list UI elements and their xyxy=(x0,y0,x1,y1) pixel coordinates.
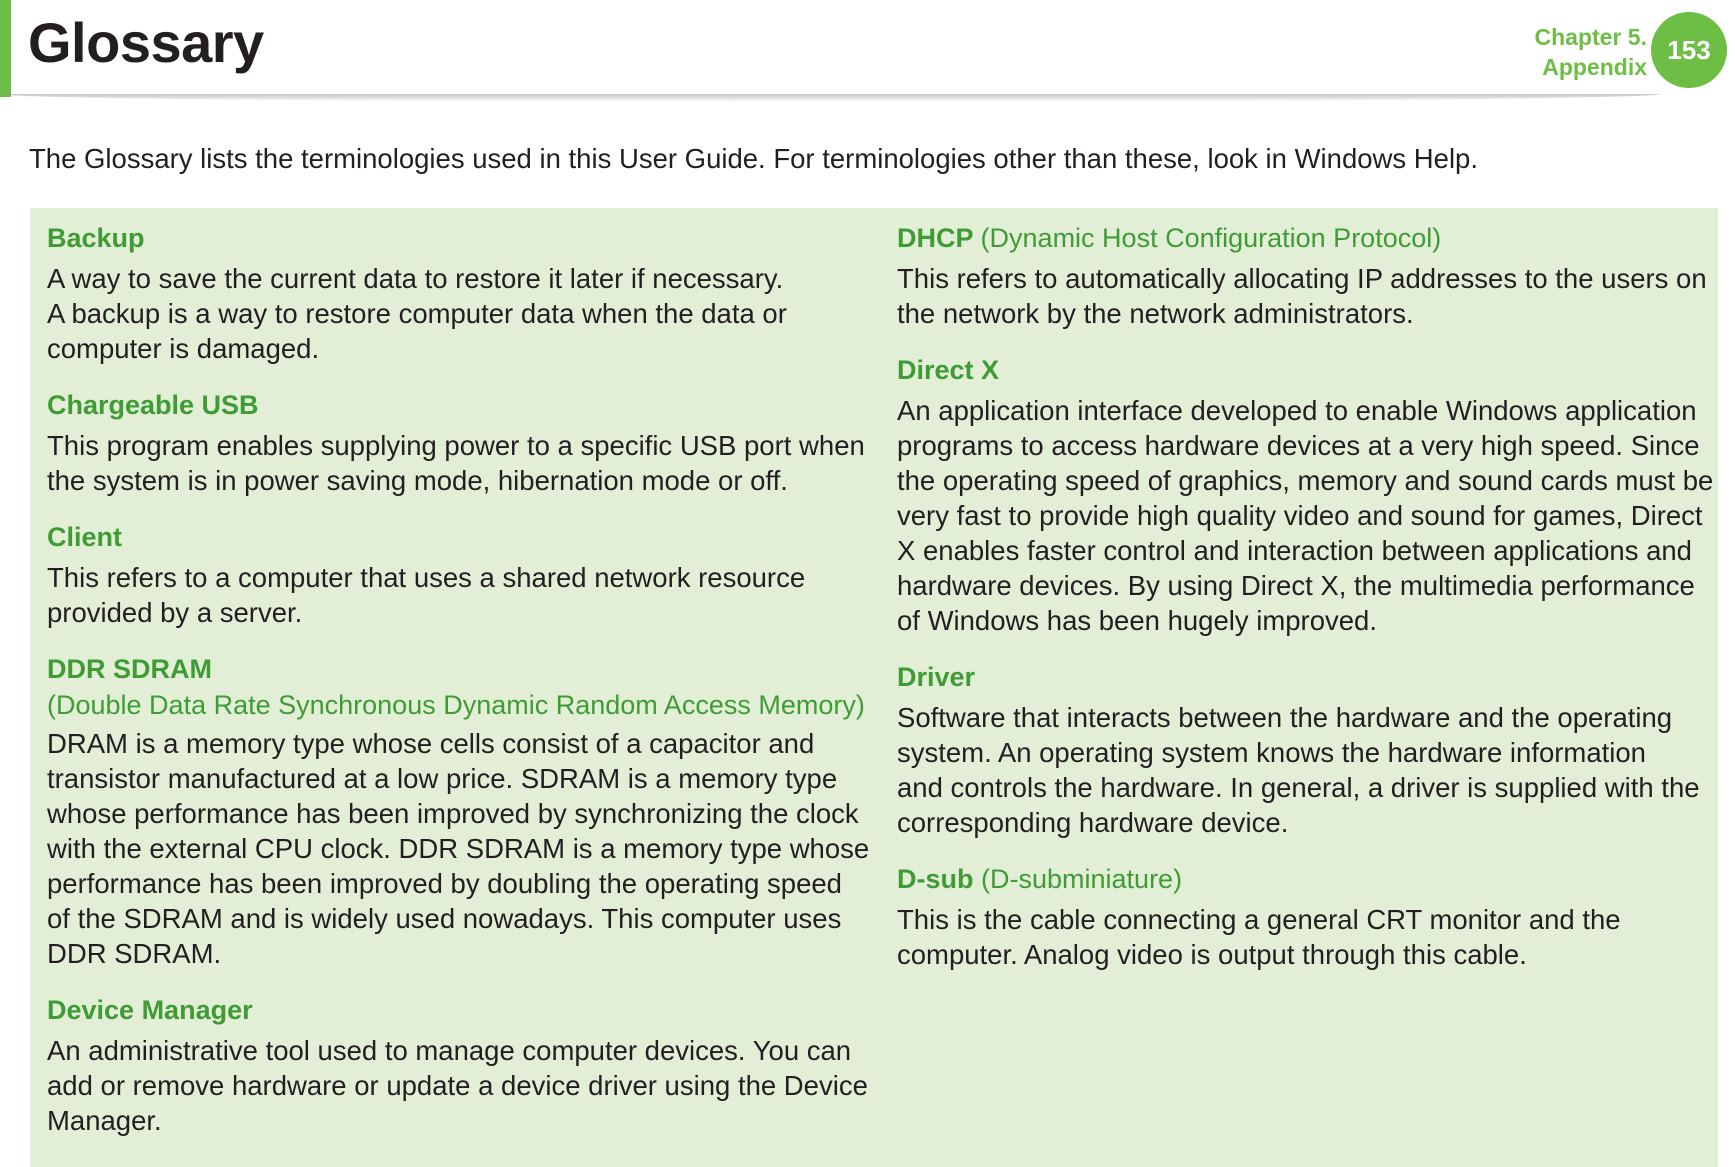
glossary-entry-backup xyxy=(47,220,887,366)
definition-line: computer is damaged. xyxy=(47,333,320,364)
glossary-definition xyxy=(897,393,1735,638)
page-header xyxy=(0,0,1735,105)
glossary-entry-device-manager xyxy=(47,992,887,1138)
definition-line: This program enables supplying power to a specific USB port when xyxy=(47,430,865,461)
definition-line: X enables faster control and interaction between applications and xyxy=(897,535,1692,566)
header-accent-bar xyxy=(0,0,11,97)
definition-line: DRAM is a memory type whose cells consist of a capacitor and xyxy=(47,728,815,759)
intro-paragraph: The Glossary lists the terminologies used in this User Guide. For terminologies other than these, look in Windows Help. xyxy=(29,143,1478,174)
definition-line: An administrative tool used to manage computer devices. You can xyxy=(47,1035,852,1066)
header-divider xyxy=(0,94,1660,102)
glossary-entry-direct-x xyxy=(897,352,1735,638)
glossary-term: Chargeable USB xyxy=(47,390,259,420)
glossary-term-row xyxy=(897,861,1735,897)
definition-line: computer. Analog video is output through this cable. xyxy=(897,939,1527,970)
definition-line: corresponding hardware device. xyxy=(897,807,1289,838)
definition-line: add or remove hardware or update a device driver using the Device xyxy=(47,1070,868,1101)
definition-line: and controls the hardware. In general, a driver is supplied with the xyxy=(897,772,1700,803)
glossary-entry-driver xyxy=(897,659,1735,840)
glossary-term: Driver xyxy=(897,662,976,692)
glossary-term-row xyxy=(897,220,1735,256)
glossary-term: Client xyxy=(47,522,123,552)
definition-line: the operating speed of graphics, memory and sound cards must be xyxy=(897,465,1714,496)
definition-line: A way to save the current data to restore it later if necessary. xyxy=(47,263,784,294)
glossary-term: DDR SDRAM xyxy=(47,654,212,684)
page-number-badge: 153 xyxy=(1651,12,1727,88)
glossary-term: DHCP xyxy=(897,223,974,253)
definition-line: This refers to automatically allocating IP addresses to the users on xyxy=(897,263,1707,294)
definition-line: An application interface developed to enable Windows application xyxy=(897,395,1697,426)
definition-line: of Windows has been hugely improved. xyxy=(897,605,1377,636)
glossary-term: Direct X xyxy=(897,355,1000,385)
glossary-definition xyxy=(47,560,887,630)
glossary-term-expansion: (D-subminiature) xyxy=(981,864,1183,894)
glossary-definition xyxy=(47,428,887,498)
glossary-entry-client xyxy=(47,519,887,630)
definition-line: DDR SDRAM. xyxy=(47,938,222,969)
glossary-term: Device Manager xyxy=(47,995,253,1025)
definition-line: This refers to a computer that uses a shared network resource xyxy=(47,562,806,593)
glossary-entry-chargeable-usb xyxy=(47,387,887,498)
glossary-definition xyxy=(47,1033,887,1138)
glossary-term-expansion: (Double Data Rate Synchronous Dynamic Random Access Memory) xyxy=(47,690,865,720)
glossary-entry-dhcp xyxy=(897,220,1735,331)
definition-line: performance has been improved by doubling the operating speed xyxy=(47,868,842,899)
definition-line: Manager. xyxy=(47,1105,162,1136)
glossary-definition xyxy=(897,700,1735,840)
definition-line: hardware devices. By using Direct X, the multimedia performance xyxy=(897,570,1695,601)
glossary-definition xyxy=(897,902,1735,972)
definition-line: A backup is a way to restore computer data when the data or xyxy=(47,298,787,329)
glossary-term: D-sub xyxy=(897,864,974,894)
glossary-entry-ddr-sdram xyxy=(47,651,887,971)
chapter-name: Appendix xyxy=(1542,54,1647,80)
chapter-number: Chapter 5. xyxy=(1534,24,1647,50)
glossary-definition xyxy=(897,261,1735,331)
definition-line: whose performance has been improved by synchronizing the clock xyxy=(47,798,859,829)
glossary-term: Backup xyxy=(47,223,145,253)
definition-line: the network by the network administrators. xyxy=(897,298,1414,329)
definition-line: very fast to provide high quality video and sound for games, Direct xyxy=(897,500,1703,531)
definition-line: the system is in power saving mode, hibernation mode or off. xyxy=(47,465,788,496)
glossary-definition xyxy=(47,726,887,971)
glossary-entry-d-sub xyxy=(897,861,1735,972)
glossary-column-left xyxy=(47,220,887,1159)
definition-line: This is the cable connecting a general CRT monitor and the xyxy=(897,904,1621,935)
glossary-term-expansion: (Dynamic Host Configuration Protocol) xyxy=(980,223,1442,253)
definition-line: provided by a server. xyxy=(47,597,303,628)
glossary-definition xyxy=(47,261,887,366)
page-title: Glossary xyxy=(28,11,264,74)
chapter-label xyxy=(1535,22,1647,82)
definition-line: of the SDRAM and is widely used nowadays. This computer uses xyxy=(47,903,842,934)
definition-line: programs to access hardware devices at a very high speed. Since xyxy=(897,430,1700,461)
definition-line: system. An operating system knows the hardware information xyxy=(897,737,1646,768)
glossary-panel xyxy=(30,208,1718,1167)
glossary-column-right xyxy=(897,220,1735,993)
definition-line: Software that interacts between the hardware and the operating xyxy=(897,702,1673,733)
definition-line: transistor manufactured at a low price. SDRAM is a memory type xyxy=(47,763,838,794)
definition-line: with the external CPU clock. DDR SDRAM is a memory type whose xyxy=(47,833,870,864)
